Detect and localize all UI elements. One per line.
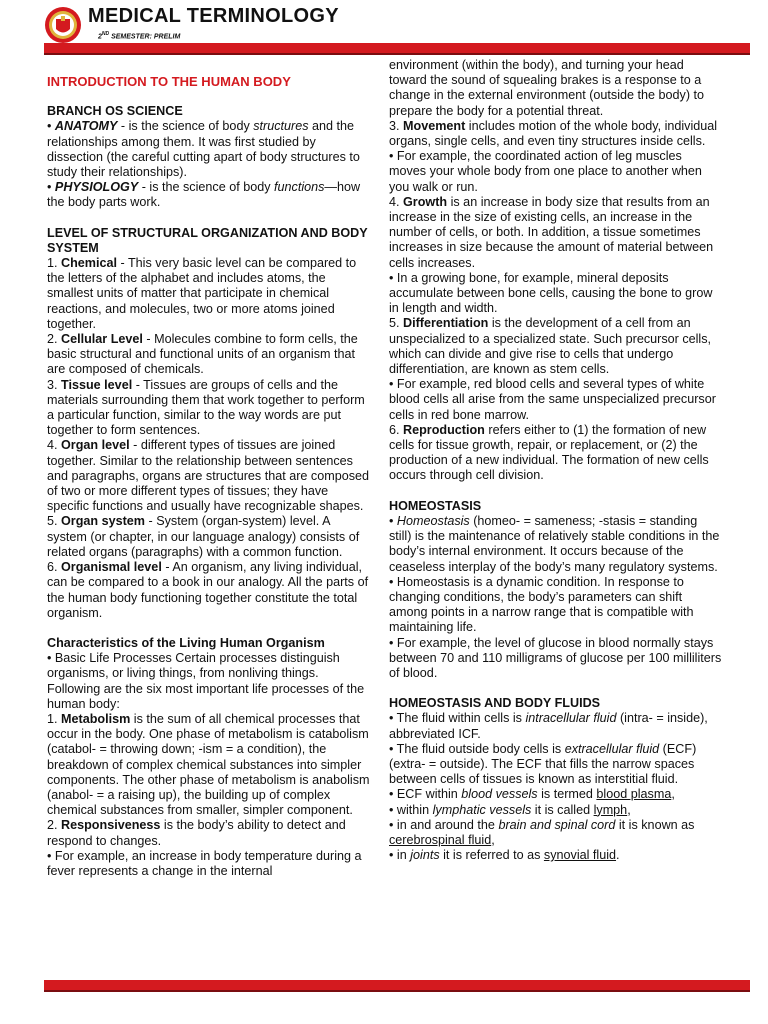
fluid-item: • The fluid within cells is intracellular fluid (intra- = inside), abbreviated ICF. <box>389 711 708 741</box>
movement-example: • For example, the coordinated action of leg muscles moves your whole body from one place to another when you walk or run. <box>389 149 702 194</box>
differentiation-example: • For example, red blood cells and several types of white blood cells all arise from the same unspecialized precursor cells in red bone marrow. <box>389 377 716 422</box>
homeostasis-dynamic: • Homeostasis is a dynamic condition. In response to changing conditions, the body’s parameters can shift among points in a narrow range that is compatible with maintaining life. <box>389 574 694 635</box>
level-item: 2. Cellular Level - Molecules combine to form cells, the basic structural and functional units of an organism that are composed of chemicals. <box>47 332 358 377</box>
header-divider-bar <box>44 43 750 55</box>
responsiveness-example: • For example, an increase in body temperature during a fever represents a change in the internal <box>47 848 362 878</box>
fluid-item: • in and around the brain and spinal cord it is known as cerebrospinal fluid, <box>389 817 695 847</box>
characteristics-intro: • Basic Life Processes Certain processes distinguish organisms, or living things, from nonliving things. Following are the six most important life processes of the human body: <box>47 651 365 711</box>
physiology-paragraph: • PHYSIOLOGY - is the science of body functions—how the body parts work. <box>47 180 361 210</box>
document-subtitle: 2ND SEMESTER: PRELIM <box>98 31 181 41</box>
level-item: 6. Organismal level - An organism, any living individual, can be compared to a book in our analogy. All the parts of the human body functioning together constitute the total organism. <box>47 560 369 620</box>
level-item: 3. Tissue level - Tissues are groups of cells and the materials surrounding them that work together to perform a particular function, similar to the way words are put together to form sentences. <box>47 377 365 438</box>
document-title: MEDICAL TERMINOLOGY <box>88 5 339 27</box>
left-column <box>47 74 373 879</box>
fluid-item: • The fluid outside body cells is extracellular fluid (ECF) (extra- = outside). The ECF that fills the narrow spaces between cells of tissues is known as interstitial fluid. <box>389 741 697 787</box>
fluid-item: • ECF within blood vessels is termed blood plasma, <box>389 787 675 802</box>
growth-paragraph: 4. Growth is an increase in body size that results from an increase in the size of existing cells, an increase in the number of cells, or both. In addition, a tissue sometimes increases in size because the amount of material between cells increases. <box>389 194 714 270</box>
reproduction-paragraph: 6. Reproduction refers either to (1) the formation of new cells for tissue growth, repair, or replacement, or (2) the production of a new individual. The formation of new cells occurs through cell division. <box>389 422 709 483</box>
fluid-item: • within lymphatic vessels it is called lymph, <box>389 802 631 817</box>
homeostasis-heading: HOMEOSTASIS <box>389 498 482 513</box>
growth-example: • In a growing bone, for example, mineral deposits accumulate between bone cells, causing the bone to grow in length and width. <box>389 270 713 316</box>
fluid-item: • in joints it is referred to as synovial fluid. <box>389 848 620 863</box>
responsiveness-paragraph: 2. Responsiveness is the body’s ability to detect and respond to changes. <box>47 818 346 848</box>
differentiation-paragraph: 5. Differentiation is the development of a cell from an unspecialized to a specialized state. Such precursor cells, which can divide and give rise to cells that undergo differentiation, are known as stem cells. <box>389 316 712 377</box>
levels-heading: LEVEL OF STRUCTURAL ORGANIZATION AND BODY SYSTEM <box>47 225 368 255</box>
level-item: 4. Organ level - different types of tissues are joined together. Similar to the relationship between sentences and paragraphs, organs are structures that are composed of two or more different types of tissues; they have specific functions and usually have recognizable shapes. <box>47 438 370 514</box>
body-fluids-heading: HOMEOSTASIS AND BODY FLUIDS <box>389 696 601 711</box>
anatomy-paragraph: • ANATOMY - is the science of body structures and the relationships among them. It was first studied by dissection (the careful cutting apart of body structures to study their relationships). <box>47 119 360 180</box>
level-item: 1. Chemical - This very basic level can be compared to the letters of the alphabet and includes atoms, the smallest units of matter that participate in chemical reactions, and molecules, two or more atoms joined together. <box>47 256 357 331</box>
branch-heading: BRANCH OS SCIENCE <box>47 104 183 119</box>
intro-heading: INTRODUCTION TO THE HUMAN BODY <box>47 74 291 89</box>
footer-divider-bar <box>44 980 750 992</box>
characteristics-heading: Characteristics of the Living Human Organism <box>47 635 325 650</box>
responsiveness-example-continued: environment (within the body), and turning your head toward the sound of squealing brakes is a response to a change in the external environment (outside the body) to prepare the body for a potential threat. <box>389 58 705 118</box>
homeostasis-definition: • Homeostasis (homeo- = sameness; -stasis = standing still) is the maintenance of relatively stable conditions in the body’s internal environment. It occurs because of the ceaseless interplay of the body’s many regulatory systems. <box>389 513 720 574</box>
homeostasis-example: • For example, the level of glucose in blood normally stays between 70 and 110 milligrams of glucose per 100 milliliters of blood. <box>389 635 722 680</box>
level-item: 5. Organ system - System (organ-system) level. A system (or chapter, in our language analogy) consists of related organs (paragraphs) with a common function. <box>47 514 360 559</box>
movement-paragraph: 3. Movement includes motion of the whole body, individual organs, single cells, and even tiny structures inside cells. <box>389 118 718 149</box>
metabolism-paragraph: 1. Metabolism is the sum of all chemical processes that occur in the body. One phase of metabolism is catabolism (catabol- = throwing down; -ism = a condition), the breakdown of complex chemical substances into simpler components. The other phase of metabolism is anabolism (anabol- = a raising up), the building up of complex chemical substances from smaller, simpler component. <box>47 711 370 818</box>
school-seal-logo <box>44 6 82 44</box>
right-column <box>389 58 722 863</box>
